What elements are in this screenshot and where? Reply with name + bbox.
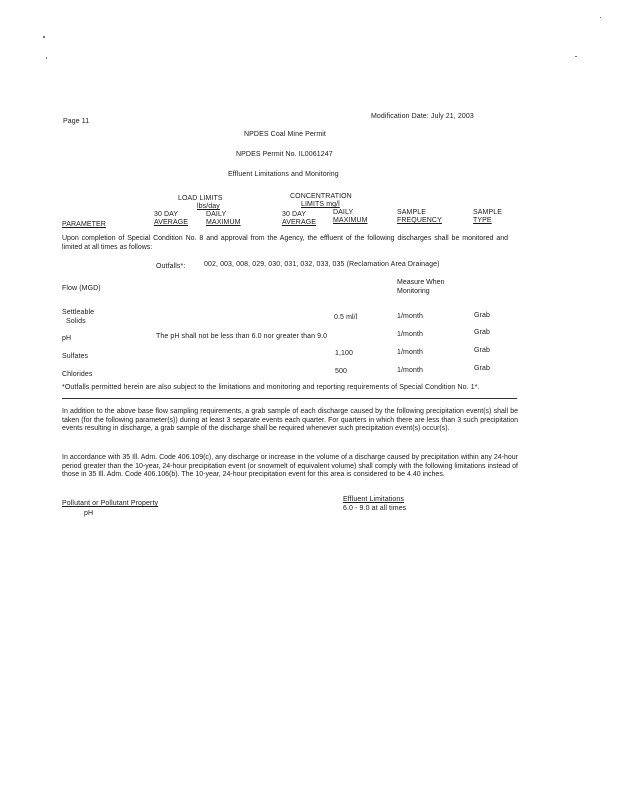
sample-type-line2: TYPE <box>473 217 492 224</box>
sample-frequency-line1: SAMPLE <box>397 209 426 216</box>
chlorides-frequency: 1/month <box>397 367 423 374</box>
divider-line <box>62 398 517 399</box>
effluent-limit-ph: 6.0 - 9.0 at all times <box>343 505 407 512</box>
outfalls-list: 002, 003, 008, 029, 030, 031, 032, 033, 035 (Reclamation Area Drainage) <box>204 261 440 268</box>
title-effluent-limitations: Effluent Limitations and Monitoring <box>228 171 339 178</box>
load-daily-maximum-line1: DAILY <box>206 211 227 218</box>
ph-type: Grab <box>474 329 490 336</box>
conc-daily-maximum-line1: DAILY <box>333 209 354 216</box>
load-daily-maximum-line2: MAXIMUM <box>206 219 241 226</box>
sulfates-value: 1,100 <box>335 350 354 357</box>
parameter-header: PARAMETER <box>62 221 106 228</box>
sulfates-type: Grab <box>474 347 490 354</box>
ten-year-event-paragraph: In accordance with 35 Ill. Adm. Code 406.109(c), any discharge or increase in the volume of a discharge caused by precipitation within any 24-hour period greater than the 10-year, 24-hour precipitation event (or snowmelt of equivalent volume) shall comply with the following limitations instead of those in 35 Ill. Adm. Code 406.106(b). The 10-year, 24-hour precipitation event for this area is considered to be 4.40 inches. <box>62 454 518 479</box>
title-permit-type: NPDES Coal Mine Permit <box>244 131 326 138</box>
load-30day-average-line1: 30 DAY <box>154 211 179 218</box>
chlorides-type: Grab <box>474 365 490 372</box>
flow-frequency: Measure When Monitoring <box>397 279 445 295</box>
outfalls-footnote: *Outfalls permitted herein are also subject to the limitations and monitoring and reporting requirements of Special Condition No. 1*. <box>62 384 480 391</box>
pollutant-ph: pH <box>84 510 94 517</box>
ph-note: The pH shall not be less than 6.0 nor greater than 9.0 <box>156 333 328 340</box>
param-sulfates: Sulfates <box>62 353 89 360</box>
load-30day-average-line2: AVERAGE <box>154 219 189 226</box>
load-limits-header: LOAD LIMITS <box>178 195 223 202</box>
conc-30day-average-line2: AVERAGE <box>282 219 317 226</box>
param-chlorides: Chlorides <box>62 371 93 378</box>
param-ph: pH <box>62 335 72 342</box>
conc-daily-maximum-line2: MAXIMUM <box>333 217 368 224</box>
scan-speck <box>600 17 601 18</box>
concentration-units: LIMITS mg/l <box>301 201 340 208</box>
outfalls-label: Outfalls*: <box>156 263 186 270</box>
page-number: Page 11 <box>63 118 90 125</box>
sample-frequency-line2: FREQUENCY <box>397 217 442 224</box>
precipitation-sampling-paragraph: In addition to the above base flow sampling requirements, a grab sample of each discharge caused by the following precipitation event(s) shall be taken (for the following parameter(s)) during at least 3 separate events each quarter. For quarters in which there are less than 3 such precipitation events resulting in discharge, a grab sample of the discharge shall be required whenever such precipitation event(s) occur(s). <box>62 408 518 433</box>
chlorides-value: 500 <box>335 368 347 375</box>
settleable-frequency: 1/month <box>397 313 423 320</box>
load-limits-units: lbs/day <box>197 203 220 210</box>
param-settleable-line1: Settleable <box>62 309 95 316</box>
sample-type-line1: SAMPLE <box>473 209 502 216</box>
intro-paragraph: Upon completion of Special Condition No. 8 and approval from the Agency, the effluent of the following discharges shall be monitored and limited at all times as follows: <box>62 235 508 251</box>
param-flow: Flow (MGD) <box>62 285 101 292</box>
settleable-type: Grab <box>474 312 490 319</box>
concentration-header: CONCENTRATION <box>290 193 352 200</box>
ph-frequency: 1/month <box>397 331 423 338</box>
scan-speck <box>46 57 47 59</box>
scan-speck <box>575 56 577 57</box>
param-settleable-line2: Solids <box>66 318 86 325</box>
sulfates-frequency: 1/month <box>397 349 423 356</box>
title-permit-number: NPDES Permit No. IL0061247 <box>236 151 333 158</box>
settleable-value: 0.5 ml/l <box>334 314 358 321</box>
effluent-limitations-header: Effluent Limitations <box>343 496 405 503</box>
conc-30day-average-line1: 30 DAY <box>282 211 307 218</box>
pollutant-header: Pollutant or Pollutant Property <box>62 500 159 507</box>
scan-speck <box>43 36 45 38</box>
modification-date: Modification Date: July 21, 2003 <box>371 113 474 120</box>
